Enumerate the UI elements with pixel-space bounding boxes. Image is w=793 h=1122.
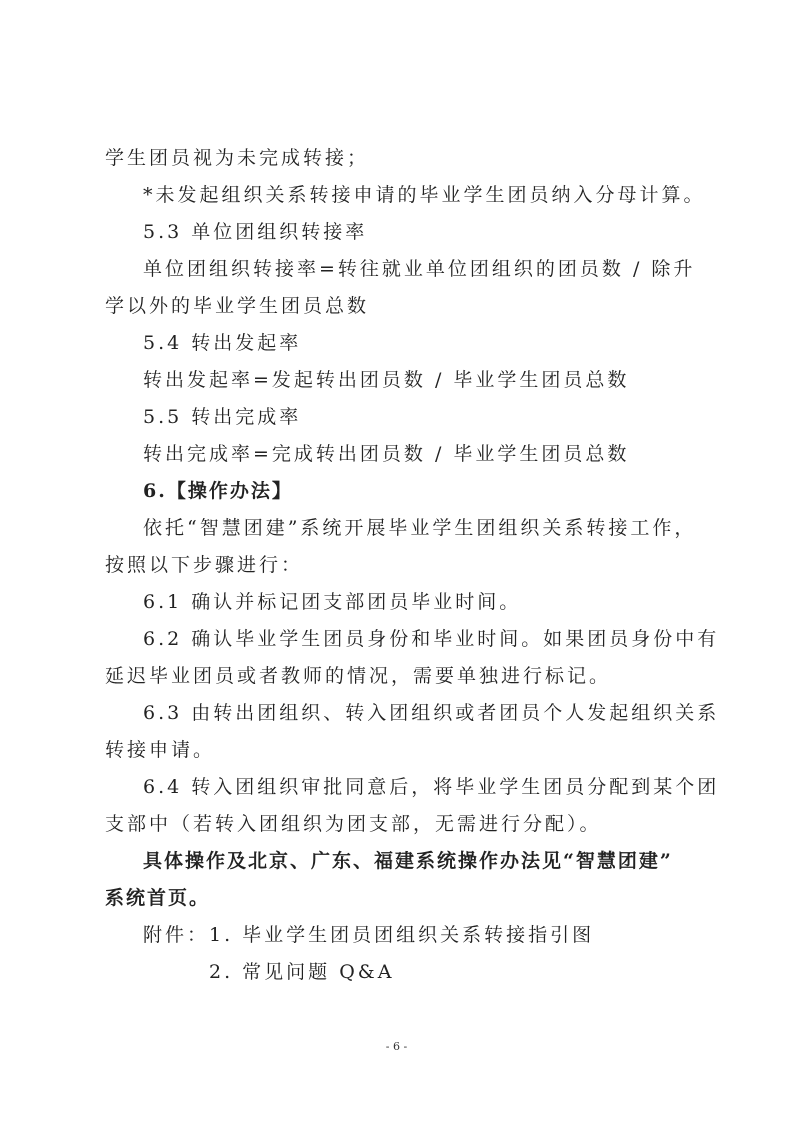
section-heading: 5.3 单位团组织转接率	[143, 221, 368, 243]
text-line: 转出完成率=完成转出团员数 / 毕业学生团员总数	[143, 443, 630, 465]
text-line: 依托“智慧团建”系统开展毕业学生团组织关系转接工作，	[143, 517, 697, 539]
text-line: 支部中（若转入团组织为团支部，无需进行分配）。	[105, 813, 602, 835]
section-heading: 5.5 转出完成率	[143, 406, 302, 428]
text-line: 延迟毕业团员或者教师的情况，需要单独进行标记。	[105, 665, 612, 687]
section-heading: 5.4 转出发起率	[143, 332, 302, 354]
text-line: 单位团组织转接率=转往就业单位团组织的团员数 / 除升	[143, 258, 696, 280]
text-line: 转接申请。	[105, 739, 216, 761]
attachment-item: 附件：1. 毕业学生团员团组织关系转接指引图	[143, 924, 595, 946]
text-line: 6.4 转入团组织审批同意后，将毕业学生团员分配到某个团	[143, 776, 720, 798]
page-number: - 6 -	[385, 1040, 408, 1053]
text-line: 按照以下步骤进行：	[105, 554, 304, 576]
section-heading: 6.【操作办法】	[143, 480, 293, 502]
text-line: 6.1 确认并标记团支部团员毕业时间。	[143, 591, 522, 613]
text-line: 6.3 由转出团组织、转入团组织或者团员个人发起组织关系	[143, 702, 720, 724]
text-line: 6.2 确认毕业学生团员身份和毕业时间。如果团员身份中有	[143, 628, 720, 650]
text-line-bold: 具体操作及北京、广东、福建系统操作办法见“智慧团建”	[143, 850, 673, 872]
text-line: 学生团员视为未完成转接；	[105, 147, 370, 169]
text-line: 学以外的毕业学生团员总数	[105, 295, 370, 317]
text-line: 转出发起率=发起转出团员数 / 毕业学生团员总数	[143, 369, 630, 391]
text-line-bold: 系统首页。	[105, 887, 211, 909]
attachment-item: 2. 常见问题 Q&A	[209, 961, 395, 983]
text-line: *未发起组织关系转接申请的毕业学生团员纳入分母计算。	[143, 184, 706, 206]
